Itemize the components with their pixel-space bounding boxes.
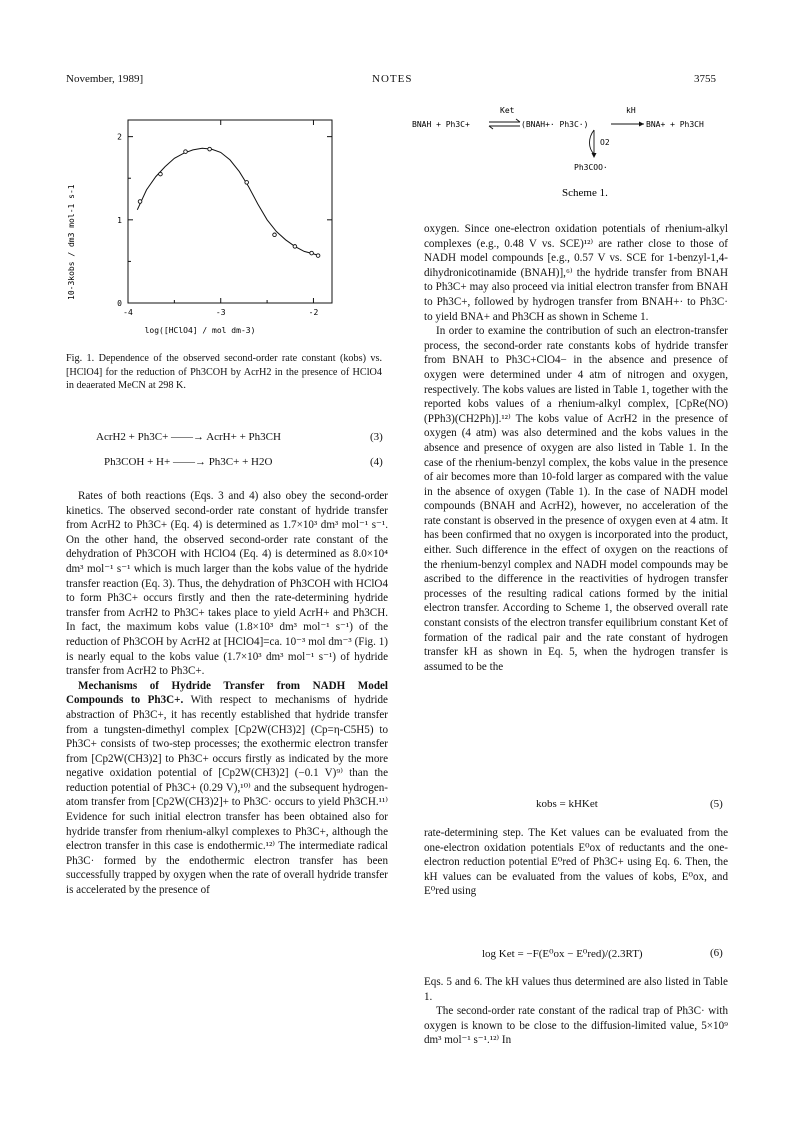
figure-1-chart — [60, 100, 360, 345]
scheme-o2-label: O2 — [600, 138, 610, 147]
y-tick-label-0: 0 — [117, 299, 122, 308]
scheme-kh-label: kH — [626, 106, 636, 115]
paragraph-oxygen: oxygen. Since one-electron oxidation potentials of rhenium-alkyl complexes (e.g., 0.48 V vs. SCE)¹²⁾ are rather close to those of NADH model compounds [e.g., 0.57 V vs. SCE for 1-benzyl-1,4-dihydronicotinamide (BNAH)],⁶⁾ the hydride transfer from BNAH to Ph3C+ may also proceed via initial electron transfer from BNAH to Ph3C+, followed by hydrogen transfer from BNAH+· to Ph3C· to yield BNA+ and Ph3CH as shown in Scheme 1. — [424, 223, 728, 323]
data-point-2 — [184, 150, 188, 154]
header-left: November, 1989] — [66, 73, 144, 85]
equation-6: log Ket = −F(E⁰ox − E⁰red)/(2.3RT) — [482, 948, 643, 960]
x-tick-label-1: -3 — [215, 308, 226, 317]
data-point-1 — [159, 172, 163, 176]
chart-frame — [128, 120, 332, 303]
scheme-caption: Scheme 1. — [562, 187, 608, 199]
mechanism-text: With respect to mechanisms of hydride abstraction of Ph3C+, it has recently established that hydride transfer from a tungsten-dimethyl complex [Cp2W(CH3)2] (Cp=η-C5H5) to Ph3C+ consists of two-step processes; the exothermic electron transfer from [Cp2W(CH3)2] to Ph3C+ occurs firstly as indicated by the more negative oxidation potential of [Cp2W(CH3)2] (−0.1 V)⁹⁾ than the reduction potential of Ph3C+ (0.29 V),¹⁰⁾ and the subsequent hydrogen-atom transfer from [Cp2W(CH3)2]+ to Ph3C· occurs to yield Ph3CH.¹¹⁾ Evidence for such initial electron transfer has been obtained also for hydride transfer from rhenium-alkyl complexes to Ph3C+, although the electron transfer in this case is endothermic.¹²⁾ The intermediate radical Ph3C· formed by the endothermic electron transfer has been successfully trapped by oxygen when the rate of overall hydride transfer is accelerated by the presence of — [66, 694, 388, 897]
scheme-ket-label: Ket — [500, 106, 515, 115]
equation-5: kobs = kHKet — [536, 798, 598, 810]
paragraph-radical-trap: The second-order rate constant of the radical trap of Ph3C· with oxygen is known to be close to the diffusion-limited value, 5×10⁹ dm³ mol⁻¹ s⁻¹.¹²⁾ In — [424, 1005, 728, 1047]
header-right: 3755 — [694, 73, 716, 85]
equation-4-number: (4) — [370, 456, 383, 468]
equation-5-number: (5) — [710, 798, 723, 810]
paragraph-kh-values: Eqs. 5 and 6. The kH values thus determined are also listed in Table 1. — [424, 976, 728, 1003]
chart-ylabel: 10-3kobs / dm3 mol-1 s-1 — [67, 184, 76, 300]
y-tick-label-1: 1 — [117, 215, 122, 225]
data-point-0 — [138, 200, 142, 204]
scheme-peroxyl-product: Ph3COO· — [574, 163, 608, 172]
scheme-products: BNA+ + Ph3CH — [646, 120, 704, 129]
scheme-reactants: BNAH + Ph3C+ — [412, 120, 470, 129]
paragraph-electron-transfer: In order to examine the contribution of such an electron-transfer process, the second-order rate constants kobs of hydride transfer from BNAH to Ph3C+ClO4− in the absence and presence of oxygen were determined under 4 atm of nitrogen and oxygen, respectively. The kobs values are listed in Table 1, together with the reported kobs values of a rhenium-alkyl complex, [CpRe(NO)(PPh3)(CH2Ph)].¹²⁾ The kobs value of AcrH2 in the presence of oxygen (4 atm) was also determined and the kobs values in the absence and presence of oxygen are also listed in Table 1. In the case of the rhenium-benzyl complex, the kobs value in the presence of air becomes more than 10-fold larger as compared with the value in the absence of oxygen (Table 1). In the case of NADH model compounds (BNAH and AcrH2), however, no acceleration of the rate constant is observed in the presence of oxygen even at 4 atm. It has been confirmed that no oxygen is incorporated into the product, either. Such difference in the effect of oxygen on the reactions of the rhenium-benzyl complex and NADH model compounds may be ascribed to the difference in the reactivities of hydrogen transfer processes of the resulting radical cations formed by the initial electron transfer. According to Scheme 1, the observed overall rate constant consists of the electron transfer equilibrium constant Ket of formation of the radical pair and the rate constant of hydrogen transfer kH as shown in Eq. 5, when the hydrogen transfer is assumed to be the — [424, 325, 728, 673]
header-center: NOTES — [372, 73, 413, 85]
mechanism-heading: Mechanisms of Hydride Transfer from NADH Model Compounds to Ph3C+. — [66, 679, 388, 707]
paragraph-rates: Rates of both reactions (Eqs. 3 and 4) also obey the second-order kinetics. The observed second-order rate constant of hydride transfer from AcrH2 to Ph3C+ (Eq. 4) is determined as 1.7×10³ dm³ mol⁻¹ s⁻¹. On the other hand, the observed second-order rate constant of the dehydration of Ph3COH with HClO4 (Eq. 4) is determined as 8.0×10⁴ dm³ mol⁻¹ s⁻¹ which is much larger than the kobs value of the hydride transfer reaction (Eq. 3). Thus, the dehydration of Ph3COH with HClO4 to form Ph3C+ occurs firstly and then the rate-determining hydride transfer from AcrH2 to Ph3C+ takes place to yield AcrH+ and Ph3CH. In fact, the maximum kobs value (1.8×10³ dm³ mol⁻¹ s⁻¹) of the reduction of Ph3COH by AcrH2 at [HClO4]=ca. 10⁻³ mol dm⁻³ (Fig. 1) is nearly equal to the kobs value (1.7×10³ dm³ mol⁻¹ s⁻¹) of hydride transfer from AcrH2 to Ph3C+. — [66, 490, 388, 678]
data-point-8 — [316, 254, 320, 258]
x-tick-label-0: -4 — [123, 308, 133, 317]
right-column-body-3 — [424, 975, 728, 1048]
data-point-5 — [273, 233, 277, 237]
paragraph-mechanisms — [66, 679, 388, 898]
data-point-4 — [245, 181, 249, 185]
x-tick-label-2: -2 — [308, 308, 319, 317]
equation-3-number: (3) — [370, 431, 383, 443]
scheme-1 — [408, 100, 738, 200]
fit-curve — [137, 148, 319, 255]
right-column-body-1 — [424, 222, 728, 674]
chart-xlabel: log([HClO4] / mol dm-3) — [144, 326, 256, 335]
y-tick-label-2: 2 — [117, 132, 122, 142]
left-column-body — [66, 489, 388, 898]
data-point-7 — [310, 251, 314, 255]
equation-3: AcrH2 + Ph3C+ ——→ AcrH+ + Ph3CH — [96, 431, 281, 443]
scheme-radical-pair: (BNAH+· Ph3C·) — [521, 120, 589, 129]
equation-4: Ph3COH + H+ ——→ Ph3C+ + H2O — [104, 456, 273, 468]
paragraph-rate-determining: rate-determining step. The Ket values can be evaluated from the one-electron oxidation potentials E⁰ox of reductants and the one-electron reduction potential E⁰red of Ph3C+ using Eq. 6. Then, the kH values can be evaluated from the values of kobs, E⁰ox, and E⁰red using — [424, 827, 728, 898]
right-column-body-2 — [424, 826, 728, 899]
equation-6-number: (6) — [710, 947, 723, 959]
data-point-6 — [293, 245, 297, 249]
data-point-3 — [208, 147, 212, 151]
figure-1-caption: Fig. 1. Dependence of the observed second-order rate constant (kobs) vs. [HClO4] for the reduction of Ph3COH by AcrH2 in the presence of HClO4 in deaerated MeCN at 298 K. — [66, 353, 382, 391]
